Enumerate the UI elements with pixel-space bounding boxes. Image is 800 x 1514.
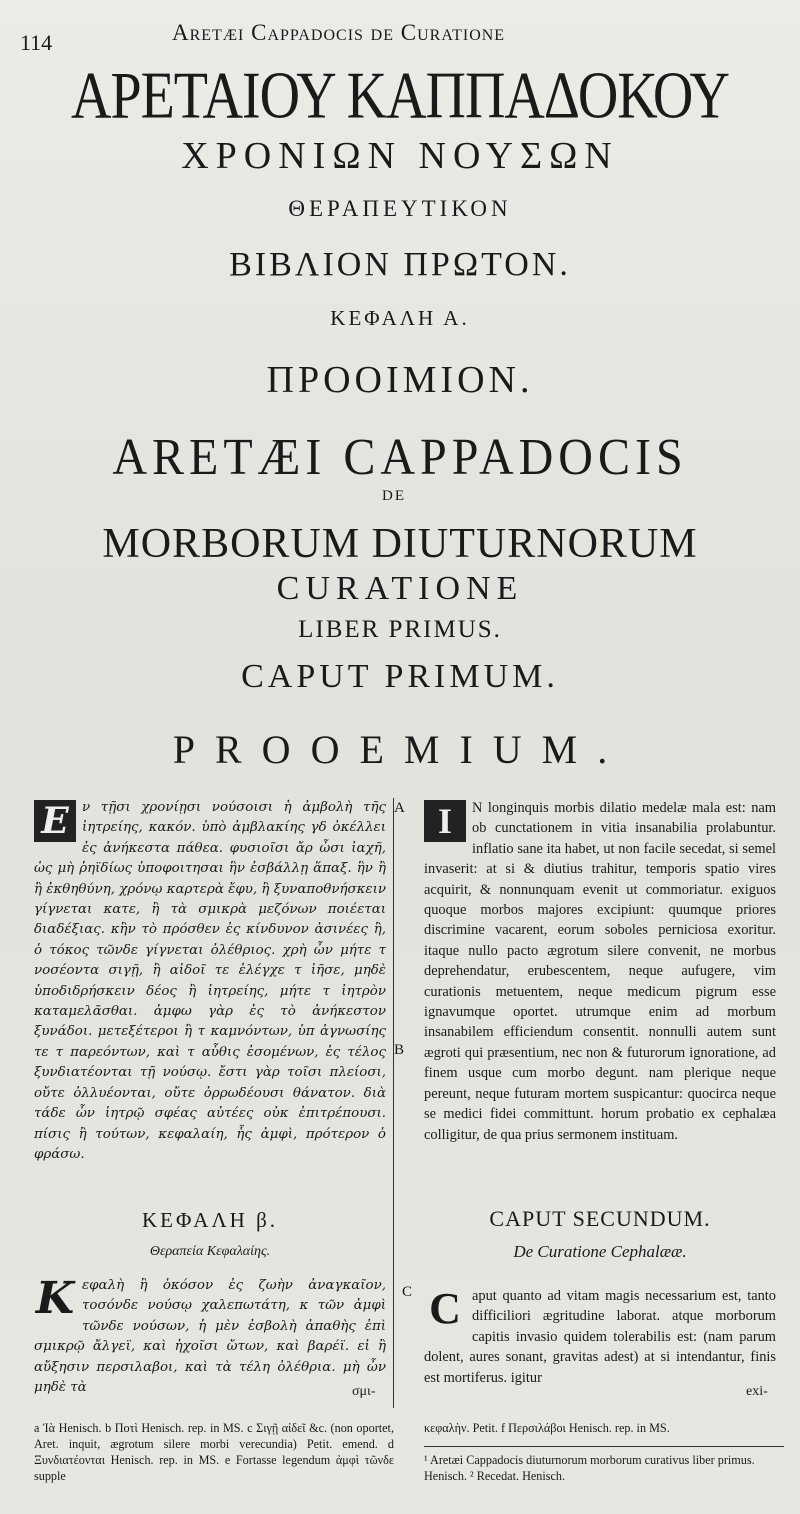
greek-author-title: ΑΡΕΤΑΙΟΥ ΚΑΠΠΑΔΟΚΟΥ	[71, 58, 729, 134]
latin-catchword: exi-	[746, 1384, 768, 1399]
latin-curatione: CURATIONE	[276, 570, 524, 607]
latin-prooemium-paragraph	[424, 798, 776, 1192]
margin-letter-c: C	[402, 1284, 413, 1300]
greek-chapter-2-heading: ΚΕΦΑΛΗ β.	[141, 1208, 279, 1232]
latin-continued-note: κεφαλὴν. Petit. f Περσιλάβοι Henisch. rep. in MS.	[424, 1421, 670, 1435]
latin-chapter-2-subheading: De Curatione Cephalææ.	[513, 1242, 687, 1261]
page-number: 114	[20, 30, 53, 55]
greek-chapter-2-subheading: Θεραπεία Κεφαλαίης.	[149, 1244, 271, 1259]
margin-letter-b: B	[394, 1042, 405, 1058]
greek-chapter-2-initial: Κ	[35, 1273, 75, 1324]
greek-prooemium-paragraph	[34, 798, 386, 1192]
latin-proem-title: PROOEMIUM.	[172, 727, 628, 772]
latin-chapter-2-body	[424, 1286, 776, 1388]
greek-column	[34, 798, 386, 1192]
latin-prooemium-text: N longinquis morbis dilatio medelæ mala est: nam ob cunctationem in vitia insanabilia prolabuntur. inflatio sane ita habet, ut non facile secedat, si semel invaserit: at si & diutius trahitur, temporis spatio vires acquirit, & nonnunquam evenit ut commoriatur. exiguos quoque morbos majores excipiunt: quumque priores discrimine vacarent, eorum soboles perniciosa exoritur. itaque nullo pacto ægrotum silere convenit, ne morbus deprehendatur, erubescentem, neque aufugere, vim curationis metuentem, neque medicum pigrum esse ignavumque oportet. utrumque enim ad morbum insanabilem efficiendum consentit. nonnulli autem sunt ægroti qui præsentium, nec non & futurorum ignoratione, ad finem usque cum morbo degunt. nam plerique neque pereunt, neque futuram mortem suspicantur: quocirca neque se medici fidei committunt. horum probatio ex cephalæa colligitur, de qua prius sermonem instituam.	[424, 800, 776, 1143]
margin-letter-a: A	[394, 800, 405, 816]
greek-chapter-2-body	[34, 1273, 386, 1396]
latin-de: DE	[382, 488, 406, 504]
latin-book-title: LIBER PRIMUS.	[298, 616, 502, 643]
column-divider	[393, 798, 394, 1408]
latin-chapter-2-text: aput quanto ad vitam magis necessarium est, tanto difficiliori ægritudine laborat. atque morborum capitis invasio quidem tolerabilis est: (nam parum dolent, aures sonant, gravitas adest) at si intendantur, finis est mortiferus. igitur	[424, 1288, 776, 1386]
greek-proem-title: ΠΡΟΟΙΜΙΟΝ.	[266, 359, 534, 401]
greek-subtitle: ΘΕΡΑΠΕΥΤΙΚΟΝ	[288, 196, 512, 221]
latin-chapter-title: CAPUT PRIMUM.	[241, 658, 559, 695]
latin-chapter-2-initial: C	[429, 1284, 461, 1333]
greek-footnotes: a Ἰὰ Henisch. b Ποτὶ Henisch. rep. in MS. c Σιγῇ αἰδεῖ &c. (non oportet, Aret. inquit, ægrotum silere morbi verecundia) Petit. emend. d Ξυνδιατέονται Henisch. rep. in MS. e Fortasse legendum ἀμφὶ τῶνδε supple	[34, 1421, 394, 1483]
latin-drop-cap: I	[424, 800, 466, 842]
greek-catchword: σμι-	[352, 1384, 376, 1399]
greek-prooemium-text: ν τῇσι χρονίῃσι νούσοισι ἡ ἀμβολὴ τῆς ἰητρείης, κακόν. ὑπὸ ἀμβλακίης γδ ὀκέλλει ἐς ἀνήκεστα πάθεα. φυσιοῖσι ἄρ ὦσι ἰαχῆ, ὡς μὴ ῥηϊδίως ὑποφοιτησαι ἣν ἐσβάλλῃ ἅπαξ. ἣν ἢ ἢ ἐκθηθύνη, χρόνῳ καρτερὰ ἔφυ, ἢ ξυναποθνήσκειν γίγνεται κατε, ἢ τὰ σμικρὰ μεζόνων ποιέεται διαδέξιας. κἢν τὸ πρόσθεν ἐς κίνδυνον ἀσινέες ἢ, ὁ τόκος τῶνδε γίγνεται ὀλέθριος. χρὴ ὦν μήτε τ νοσέοντα σιγῇ, ἢ αἰδοῖ τε ἐλέγχε τ ἰῆσε, μηδὲ ὑποδιδρήσκειν δέος ἢ ἰητρείης, μήτε τ ἰητρὸν καταμελᾶσθαι. ἀμφω γὰρ ἐς τὸ ἀνήκεστον ξυνάδοι. μετεξέτεροι ἢ τ καμνόντων, ὑπ ἀγνωσίης τε τ παρεόντων, καὶ τ αὖθις ἐσομένων, ἐς τέλος ξυνδιατέονται τῇ νούσῳ. ἔστι γὰρ τοῖσι πλείοσι, οὔτε ὀλλυέονται, οὔτε ὀρρωδέουσι θάνατον. διὰ τάδε ὦν ἰητρῷ σφέας αὐτέες οὐκ ἐπιτρέπουσι. πίσις ἢ τούτων, κεφαλαίη, ἧς ἀμφὶ, πρότερον ὁ φράσω.	[34, 800, 386, 1162]
greek-chapter-2-text: εφαλὴ ἢ ὁκόσον ἐς ζωὴν ἀναγκαῖον, τοσόνδε νούσῳ χαλεπωτάτη, κ τῶν ἀμφὶ τῶνδε νούσων, ἡ μὲν ἐσβολὴ ἀπαθὴς ἐπὶ σμικρῷ ἄλγεϊ, καὶ ἠχοῖσι ὤτων, καὶ βαρέϊ. εἰ ἢ αὔξησιν περσιλαβοι, καὶ τὰ τέλη ὀλέθρια. μὴ ὦν μηδὲ τὰ	[34, 1278, 386, 1396]
greek-work-title: ΧΡΟΝΙΩΝ ΝΟΥΣΩΝ	[181, 135, 619, 177]
footnote-rule	[424, 1446, 784, 1447]
latin-footnotes: ¹ Aretæi Cappadocis diuturnorum morborum curativus liber primus. Henisch. ² Recedat. Henisch.	[424, 1453, 755, 1483]
running-head: Aretæi Cappadocis de Curatione	[172, 20, 506, 45]
latin-author-title: ARETÆI CAPPADOCIS	[112, 428, 688, 487]
greek-chapter-title: ΚΕΦΑΛΗ Α.	[330, 306, 470, 330]
latin-chapter-2-paragraph	[424, 1286, 776, 1388]
latin-column	[424, 798, 776, 1192]
latin-work-title: MORBORUM DIUTURNORUM	[102, 521, 698, 567]
greek-book-title: ΒΙΒΛΙΟΝ ΠΡΩΤΟΝ.	[229, 246, 571, 283]
greek-chapter-2-paragraph	[34, 1273, 386, 1396]
latin-chapter-2-heading: CAPUT SECUNDUM.	[489, 1206, 711, 1231]
greek-drop-cap: Ε	[34, 800, 76, 842]
